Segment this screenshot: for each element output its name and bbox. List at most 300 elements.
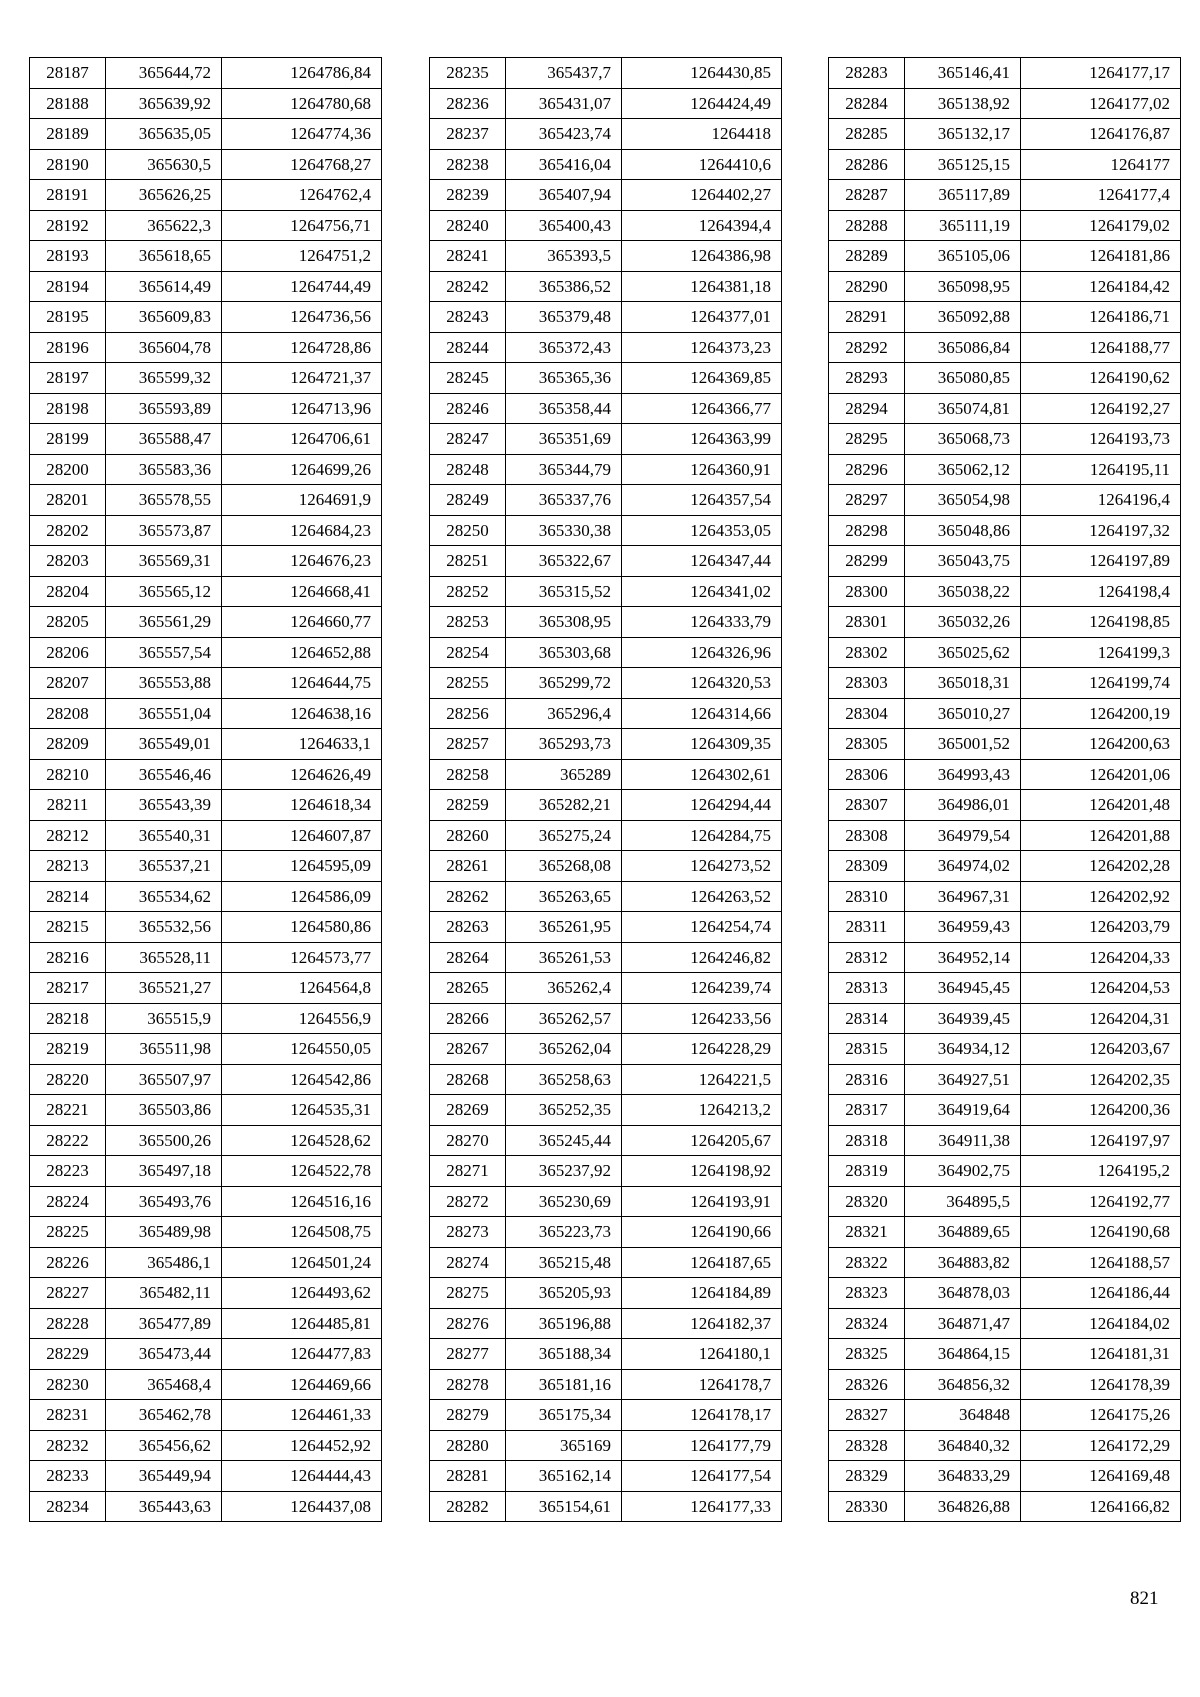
y-coordinate-cell: 1264190,62 — [1021, 363, 1181, 394]
y-coordinate-cell: 1264684,23 — [222, 515, 382, 546]
table-row — [430, 454, 782, 485]
x-coordinate-cell: 365092,88 — [905, 302, 1021, 333]
point-number-cell: 28278 — [430, 1369, 506, 1400]
point-number-cell: 28316 — [829, 1064, 905, 1095]
x-coordinate-cell: 365604,78 — [106, 332, 222, 363]
y-coordinate-cell: 1264452,92 — [222, 1430, 382, 1461]
point-number-cell: 28209 — [30, 729, 106, 760]
y-coordinate-cell: 1264660,77 — [222, 607, 382, 638]
table-row — [30, 393, 382, 424]
table-row — [30, 851, 382, 882]
x-coordinate-cell: 365062,12 — [905, 454, 1021, 485]
table-row — [829, 363, 1181, 394]
point-number-cell: 28225 — [30, 1217, 106, 1248]
x-coordinate-cell: 365639,92 — [106, 88, 222, 119]
y-coordinate-cell: 1264202,35 — [1021, 1064, 1181, 1095]
point-number-cell: 28240 — [430, 210, 506, 241]
x-coordinate-cell: 365400,43 — [506, 210, 622, 241]
x-coordinate-cell: 365456,62 — [106, 1430, 222, 1461]
point-number-cell: 28317 — [829, 1095, 905, 1126]
y-coordinate-cell: 1264184,02 — [1021, 1308, 1181, 1339]
x-coordinate-cell: 365407,94 — [506, 180, 622, 211]
table-row — [829, 881, 1181, 912]
point-number-cell: 28249 — [430, 485, 506, 516]
y-coordinate-cell: 1264347,44 — [622, 546, 782, 577]
table-row — [430, 576, 782, 607]
table-row — [30, 1034, 382, 1065]
table-row — [829, 698, 1181, 729]
y-coordinate-cell: 1264418 — [622, 119, 782, 150]
table-row — [30, 698, 382, 729]
point-number-cell: 28244 — [430, 332, 506, 363]
table-row — [430, 1217, 782, 1248]
x-coordinate-cell: 365001,52 — [905, 729, 1021, 760]
y-coordinate-cell: 1264199,74 — [1021, 668, 1181, 699]
y-coordinate-cell: 1264369,85 — [622, 363, 782, 394]
table-row — [829, 759, 1181, 790]
table-row — [829, 271, 1181, 302]
table-row — [430, 332, 782, 363]
x-coordinate-cell: 365583,36 — [106, 454, 222, 485]
y-coordinate-cell: 1264607,87 — [222, 820, 382, 851]
y-coordinate-cell: 1264200,63 — [1021, 729, 1181, 760]
y-coordinate-cell: 1264198,85 — [1021, 607, 1181, 638]
point-number-cell: 28286 — [829, 149, 905, 180]
y-coordinate-cell: 1264326,96 — [622, 637, 782, 668]
y-coordinate-cell: 1264284,75 — [622, 820, 782, 851]
table-row — [30, 88, 382, 119]
y-coordinate-cell: 1264676,23 — [222, 546, 382, 577]
x-coordinate-cell: 365609,83 — [106, 302, 222, 333]
y-coordinate-cell: 1264169,48 — [1021, 1461, 1181, 1492]
x-coordinate-cell: 365010,27 — [905, 698, 1021, 729]
y-coordinate-cell: 1264186,44 — [1021, 1278, 1181, 1309]
table-row — [30, 1339, 382, 1370]
point-number-cell: 28307 — [829, 790, 905, 821]
point-number-cell: 28242 — [430, 271, 506, 302]
y-coordinate-cell: 1264177,33 — [622, 1491, 782, 1522]
point-number-cell: 28231 — [30, 1400, 106, 1431]
point-number-cell: 28282 — [430, 1491, 506, 1522]
point-number-cell: 28326 — [829, 1369, 905, 1400]
point-number-cell: 28293 — [829, 363, 905, 394]
x-coordinate-cell: 365344,79 — [506, 454, 622, 485]
point-number-cell: 28281 — [430, 1461, 506, 1492]
y-coordinate-cell: 1264178,17 — [622, 1400, 782, 1431]
y-coordinate-cell: 1264190,66 — [622, 1217, 782, 1248]
x-coordinate-cell: 365025,62 — [905, 637, 1021, 668]
y-coordinate-cell: 1264333,79 — [622, 607, 782, 638]
x-coordinate-cell: 365543,39 — [106, 790, 222, 821]
point-number-cell: 28304 — [829, 698, 905, 729]
y-coordinate-cell: 1264786,84 — [222, 58, 382, 89]
x-coordinate-cell: 365154,61 — [506, 1491, 622, 1522]
y-coordinate-cell: 1264522,78 — [222, 1156, 382, 1187]
x-coordinate-cell: 365308,95 — [506, 607, 622, 638]
y-coordinate-cell: 1264751,2 — [222, 241, 382, 272]
table-row — [829, 820, 1181, 851]
x-coordinate-cell: 365553,88 — [106, 668, 222, 699]
x-coordinate-cell: 365537,21 — [106, 851, 222, 882]
x-coordinate-cell: 365635,05 — [106, 119, 222, 150]
table-row — [30, 546, 382, 577]
y-coordinate-cell: 1264493,62 — [222, 1278, 382, 1309]
y-coordinate-cell: 1264176,87 — [1021, 119, 1181, 150]
y-coordinate-cell: 1264239,74 — [622, 973, 782, 1004]
y-coordinate-cell: 1264197,97 — [1021, 1125, 1181, 1156]
y-coordinate-cell: 1264184,42 — [1021, 271, 1181, 302]
point-number-cell: 28213 — [30, 851, 106, 882]
point-number-cell: 28321 — [829, 1217, 905, 1248]
x-coordinate-cell: 364934,12 — [905, 1034, 1021, 1065]
x-coordinate-cell: 365215,48 — [506, 1247, 622, 1278]
y-coordinate-cell: 1264205,67 — [622, 1125, 782, 1156]
y-coordinate-cell: 1264195,11 — [1021, 454, 1181, 485]
x-coordinate-cell: 365551,04 — [106, 698, 222, 729]
point-number-cell: 28287 — [829, 180, 905, 211]
x-coordinate-cell: 364959,43 — [905, 912, 1021, 943]
x-coordinate-cell: 365282,21 — [506, 790, 622, 821]
table-row — [430, 363, 782, 394]
table-row — [430, 1339, 782, 1370]
point-number-cell: 28324 — [829, 1308, 905, 1339]
y-coordinate-cell: 1264175,26 — [1021, 1400, 1181, 1431]
table-row — [829, 1400, 1181, 1431]
y-coordinate-cell: 1264197,32 — [1021, 515, 1181, 546]
x-coordinate-cell: 365125,15 — [905, 149, 1021, 180]
table-row — [430, 912, 782, 943]
x-coordinate-cell: 365237,92 — [506, 1156, 622, 1187]
point-number-cell: 28264 — [430, 942, 506, 973]
x-coordinate-cell: 365263,65 — [506, 881, 622, 912]
y-coordinate-cell: 1264542,86 — [222, 1064, 382, 1095]
table-row — [430, 1369, 782, 1400]
y-coordinate-cell: 1264780,68 — [222, 88, 382, 119]
x-coordinate-cell: 365054,98 — [905, 485, 1021, 516]
y-coordinate-cell: 1264204,53 — [1021, 973, 1181, 1004]
x-coordinate-cell: 364974,02 — [905, 851, 1021, 882]
point-number-cell: 28313 — [829, 973, 905, 1004]
y-coordinate-cell: 1264201,48 — [1021, 790, 1181, 821]
y-coordinate-cell: 1264437,08 — [222, 1491, 382, 1522]
point-number-cell: 28205 — [30, 607, 106, 638]
y-coordinate-cell: 1264202,92 — [1021, 881, 1181, 912]
page-number: 821 — [1130, 1588, 1159, 1609]
y-coordinate-cell: 1264172,29 — [1021, 1430, 1181, 1461]
point-number-cell: 28227 — [30, 1278, 106, 1309]
y-coordinate-cell: 1264713,96 — [222, 393, 382, 424]
x-coordinate-cell: 365500,26 — [106, 1125, 222, 1156]
table-row — [829, 424, 1181, 455]
y-coordinate-cell: 1264768,27 — [222, 149, 382, 180]
x-coordinate-cell: 365205,93 — [506, 1278, 622, 1309]
y-coordinate-cell: 1264201,88 — [1021, 820, 1181, 851]
table-row — [30, 1491, 382, 1522]
table-row — [430, 973, 782, 1004]
y-coordinate-cell: 1264198,4 — [1021, 576, 1181, 607]
point-number-cell: 28270 — [430, 1125, 506, 1156]
y-coordinate-cell: 1264203,79 — [1021, 912, 1181, 943]
x-coordinate-cell: 365261,53 — [506, 942, 622, 973]
point-number-cell: 28230 — [30, 1369, 106, 1400]
x-coordinate-cell: 364967,31 — [905, 881, 1021, 912]
point-number-cell: 28210 — [30, 759, 106, 790]
point-number-cell: 28320 — [829, 1186, 905, 1217]
table-row — [430, 637, 782, 668]
x-coordinate-cell: 365449,94 — [106, 1461, 222, 1492]
point-number-cell: 28241 — [430, 241, 506, 272]
x-coordinate-cell: 365549,01 — [106, 729, 222, 760]
table-row — [829, 485, 1181, 516]
point-number-cell: 28277 — [430, 1339, 506, 1370]
x-coordinate-cell: 364840,32 — [905, 1430, 1021, 1461]
x-coordinate-cell: 365573,87 — [106, 515, 222, 546]
x-coordinate-cell: 365614,49 — [106, 271, 222, 302]
table-row — [430, 1278, 782, 1309]
x-coordinate-cell: 365230,69 — [506, 1186, 622, 1217]
point-number-cell: 28327 — [829, 1400, 905, 1431]
point-number-cell: 28194 — [30, 271, 106, 302]
table-row — [430, 1156, 782, 1187]
point-number-cell: 28290 — [829, 271, 905, 302]
table-row — [829, 302, 1181, 333]
y-coordinate-cell: 1264394,4 — [622, 210, 782, 241]
x-coordinate-cell: 365105,06 — [905, 241, 1021, 272]
y-coordinate-cell: 1264691,9 — [222, 485, 382, 516]
x-coordinate-cell: 365303,68 — [506, 637, 622, 668]
y-coordinate-cell: 1264341,02 — [622, 576, 782, 607]
y-coordinate-cell: 1264573,77 — [222, 942, 382, 973]
x-coordinate-cell: 364864,15 — [905, 1339, 1021, 1370]
point-number-cell: 28283 — [829, 58, 905, 89]
x-coordinate-cell: 365032,26 — [905, 607, 1021, 638]
x-coordinate-cell: 365468,4 — [106, 1369, 222, 1400]
table-row — [30, 1217, 382, 1248]
point-number-cell: 28233 — [30, 1461, 106, 1492]
x-coordinate-cell: 365437,7 — [506, 58, 622, 89]
point-number-cell: 28253 — [430, 607, 506, 638]
x-coordinate-cell: 365261,95 — [506, 912, 622, 943]
point-number-cell: 28328 — [829, 1430, 905, 1461]
y-coordinate-cell: 1264177,79 — [622, 1430, 782, 1461]
x-coordinate-cell: 364826,88 — [905, 1491, 1021, 1522]
point-number-cell: 28247 — [430, 424, 506, 455]
point-number-cell: 28268 — [430, 1064, 506, 1095]
table-row — [829, 515, 1181, 546]
table-row — [30, 1156, 382, 1187]
x-coordinate-cell: 365111,19 — [905, 210, 1021, 241]
table-row — [430, 1003, 782, 1034]
point-number-cell: 28223 — [30, 1156, 106, 1187]
table-row — [430, 1308, 782, 1339]
point-number-cell: 28263 — [430, 912, 506, 943]
x-coordinate-cell: 365018,31 — [905, 668, 1021, 699]
point-number-cell: 28275 — [430, 1278, 506, 1309]
y-coordinate-cell: 1264728,86 — [222, 332, 382, 363]
table-row — [30, 241, 382, 272]
point-number-cell: 28243 — [430, 302, 506, 333]
y-coordinate-cell: 1264200,36 — [1021, 1095, 1181, 1126]
point-number-cell: 28280 — [430, 1430, 506, 1461]
table-row — [30, 454, 382, 485]
table-row — [30, 1430, 382, 1461]
x-coordinate-cell: 365315,52 — [506, 576, 622, 607]
table-row — [430, 424, 782, 455]
point-number-cell: 28206 — [30, 637, 106, 668]
x-coordinate-cell: 365511,98 — [106, 1034, 222, 1065]
x-coordinate-cell: 365477,89 — [106, 1308, 222, 1339]
point-number-cell: 28266 — [430, 1003, 506, 1034]
point-number-cell: 28265 — [430, 973, 506, 1004]
x-coordinate-cell: 365086,84 — [905, 332, 1021, 363]
y-coordinate-cell: 1264177,4 — [1021, 180, 1181, 211]
point-number-cell: 28298 — [829, 515, 905, 546]
x-coordinate-cell: 365561,29 — [106, 607, 222, 638]
x-coordinate-cell: 365146,41 — [905, 58, 1021, 89]
y-coordinate-cell: 1264402,27 — [622, 180, 782, 211]
table-row — [30, 637, 382, 668]
table-row — [430, 881, 782, 912]
x-coordinate-cell: 365497,18 — [106, 1156, 222, 1187]
x-coordinate-cell: 365546,46 — [106, 759, 222, 790]
point-number-cell: 28228 — [30, 1308, 106, 1339]
table-row — [430, 393, 782, 424]
y-coordinate-cell: 1264668,41 — [222, 576, 382, 607]
x-coordinate-cell: 365507,97 — [106, 1064, 222, 1095]
table-row — [430, 1491, 782, 1522]
y-coordinate-cell: 1264202,28 — [1021, 851, 1181, 882]
x-coordinate-cell: 365489,98 — [106, 1217, 222, 1248]
x-coordinate-cell: 365416,04 — [506, 149, 622, 180]
x-coordinate-cell: 364919,64 — [905, 1095, 1021, 1126]
y-coordinate-cell: 1264508,75 — [222, 1217, 382, 1248]
table-row — [829, 1095, 1181, 1126]
y-coordinate-cell: 1264177,54 — [622, 1461, 782, 1492]
table-row — [829, 790, 1181, 821]
y-coordinate-cell: 1264188,77 — [1021, 332, 1181, 363]
y-coordinate-cell: 1264196,4 — [1021, 485, 1181, 516]
x-coordinate-cell: 365557,54 — [106, 637, 222, 668]
x-coordinate-cell: 364939,45 — [905, 1003, 1021, 1034]
point-number-cell: 28309 — [829, 851, 905, 882]
x-coordinate-cell: 364945,45 — [905, 973, 1021, 1004]
table-row — [30, 58, 382, 89]
table-row — [829, 1430, 1181, 1461]
y-coordinate-cell: 1264366,77 — [622, 393, 782, 424]
point-number-cell: 28322 — [829, 1247, 905, 1278]
x-coordinate-cell: 365521,27 — [106, 973, 222, 1004]
y-coordinate-cell: 1264314,66 — [622, 698, 782, 729]
point-number-cell: 28198 — [30, 393, 106, 424]
y-coordinate-cell: 1264430,85 — [622, 58, 782, 89]
point-number-cell: 28216 — [30, 942, 106, 973]
table-row — [30, 1461, 382, 1492]
x-coordinate-cell: 365626,25 — [106, 180, 222, 211]
table-row — [829, 1339, 1181, 1370]
x-coordinate-cell: 364878,03 — [905, 1278, 1021, 1309]
y-coordinate-cell: 1264203,67 — [1021, 1034, 1181, 1065]
point-number-cell: 28279 — [430, 1400, 506, 1431]
y-coordinate-cell: 1264736,56 — [222, 302, 382, 333]
x-coordinate-cell: 364986,01 — [905, 790, 1021, 821]
y-coordinate-cell: 1264528,62 — [222, 1125, 382, 1156]
table-row — [430, 851, 782, 882]
x-coordinate-cell: 364848 — [905, 1400, 1021, 1431]
table-row — [430, 58, 782, 89]
point-number-cell: 28193 — [30, 241, 106, 272]
point-number-cell: 28271 — [430, 1156, 506, 1187]
x-coordinate-cell: 365443,63 — [106, 1491, 222, 1522]
x-coordinate-cell: 365351,69 — [506, 424, 622, 455]
y-coordinate-cell: 1264516,16 — [222, 1186, 382, 1217]
point-number-cell: 28256 — [430, 698, 506, 729]
x-coordinate-cell: 365482,11 — [106, 1278, 222, 1309]
table-row — [430, 88, 782, 119]
table-row — [30, 1247, 382, 1278]
table-row — [430, 180, 782, 211]
table-row — [829, 210, 1181, 241]
x-coordinate-cell: 365486,1 — [106, 1247, 222, 1278]
table-row — [30, 668, 382, 699]
point-number-cell: 28310 — [829, 881, 905, 912]
point-number-cell: 28226 — [30, 1247, 106, 1278]
x-coordinate-cell: 365268,08 — [506, 851, 622, 882]
x-coordinate-cell: 365565,12 — [106, 576, 222, 607]
table-row — [30, 1400, 382, 1431]
point-number-cell: 28197 — [30, 363, 106, 394]
table-row — [430, 729, 782, 760]
x-coordinate-cell: 365540,31 — [106, 820, 222, 851]
table-row — [430, 698, 782, 729]
y-coordinate-cell: 1264197,89 — [1021, 546, 1181, 577]
x-coordinate-cell: 364871,47 — [905, 1308, 1021, 1339]
table-row — [829, 851, 1181, 882]
table-row — [30, 1064, 382, 1095]
point-number-cell: 28297 — [829, 485, 905, 516]
y-coordinate-cell: 1264357,54 — [622, 485, 782, 516]
x-coordinate-cell: 365074,81 — [905, 393, 1021, 424]
y-coordinate-cell: 1264618,34 — [222, 790, 382, 821]
table-row — [30, 942, 382, 973]
y-coordinate-cell: 1264644,75 — [222, 668, 382, 699]
x-coordinate-cell: 364979,54 — [905, 820, 1021, 851]
table-row — [430, 1247, 782, 1278]
table-row — [30, 973, 382, 1004]
x-coordinate-cell: 365293,73 — [506, 729, 622, 760]
point-number-cell: 28245 — [430, 363, 506, 394]
point-number-cell: 28269 — [430, 1095, 506, 1126]
point-number-cell: 28274 — [430, 1247, 506, 1278]
point-number-cell: 28224 — [30, 1186, 106, 1217]
table-row — [30, 149, 382, 180]
table-row — [829, 1156, 1181, 1187]
y-coordinate-cell: 1264263,52 — [622, 881, 782, 912]
point-number-cell: 28299 — [829, 546, 905, 577]
table-row — [30, 1278, 382, 1309]
table-row — [30, 1369, 382, 1400]
y-coordinate-cell: 1264184,89 — [622, 1278, 782, 1309]
y-coordinate-cell: 1264373,23 — [622, 332, 782, 363]
point-number-cell: 28273 — [430, 1217, 506, 1248]
x-coordinate-cell: 364993,43 — [905, 759, 1021, 790]
y-coordinate-cell: 1264186,71 — [1021, 302, 1181, 333]
table-row — [30, 210, 382, 241]
y-coordinate-cell: 1264744,49 — [222, 271, 382, 302]
y-coordinate-cell: 1264721,37 — [222, 363, 382, 394]
x-coordinate-cell: 365337,76 — [506, 485, 622, 516]
y-coordinate-cell: 1264180,1 — [622, 1339, 782, 1370]
y-coordinate-cell: 1264360,91 — [622, 454, 782, 485]
